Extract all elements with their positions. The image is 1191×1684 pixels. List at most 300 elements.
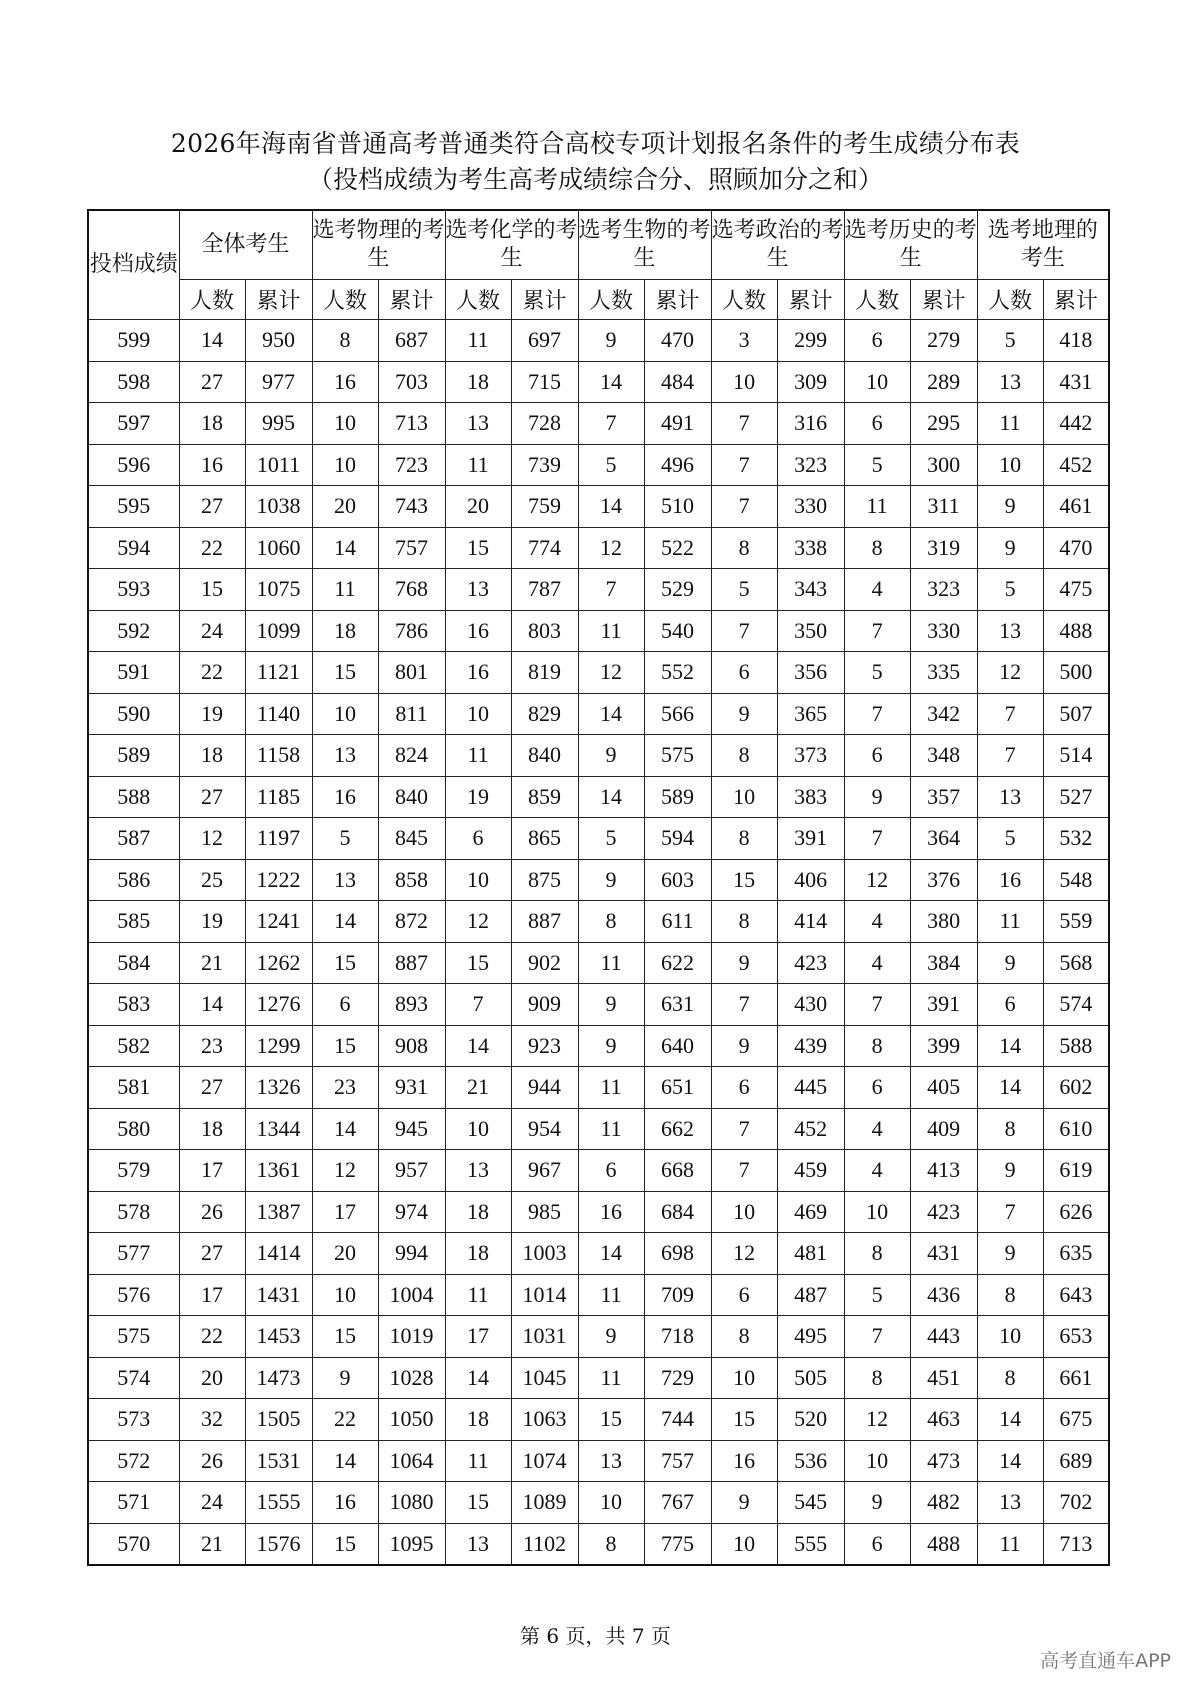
cumulative-cell: 1222 (245, 859, 312, 901)
cumulative-cell: 1276 (245, 984, 312, 1026)
count-header: 人数 (312, 280, 378, 320)
table-row (88, 610, 1109, 652)
count-cell: 16 (312, 361, 378, 403)
table-row (88, 403, 1109, 445)
cumulative-cell: 1074 (511, 1440, 578, 1482)
cumulative-cell: 768 (378, 569, 445, 611)
count-header: 人数 (578, 280, 644, 320)
cumulative-header: 累计 (1043, 280, 1109, 320)
count-cell: 7 (977, 735, 1043, 777)
count-cell: 8 (578, 1523, 644, 1565)
count-cell: 8 (844, 527, 910, 569)
table-row (88, 361, 1109, 403)
score-cell: 594 (88, 527, 179, 569)
count-cell: 12 (711, 1233, 777, 1275)
cumulative-cell: 950 (245, 320, 312, 362)
count-cell: 15 (445, 527, 511, 569)
count-cell: 22 (179, 527, 245, 569)
cumulative-cell: 1075 (245, 569, 312, 611)
count-cell: 5 (844, 444, 910, 486)
count-cell: 9 (711, 693, 777, 735)
table-row (88, 1233, 1109, 1275)
cumulative-cell: 729 (644, 1357, 711, 1399)
count-cell: 22 (179, 1316, 245, 1358)
cumulative-cell: 1060 (245, 527, 312, 569)
cumulative-cell: 687 (378, 320, 445, 362)
cumulative-cell: 1099 (245, 610, 312, 652)
count-cell: 14 (977, 1440, 1043, 1482)
cumulative-cell: 819 (511, 652, 578, 694)
count-cell: 5 (977, 320, 1043, 362)
count-cell: 5 (844, 652, 910, 694)
cumulative-cell: 439 (777, 1025, 844, 1067)
count-cell: 6 (844, 320, 910, 362)
table-row (88, 569, 1109, 611)
count-cell: 14 (977, 1025, 1043, 1067)
count-cell: 20 (312, 1233, 378, 1275)
cumulative-cell: 787 (511, 569, 578, 611)
cumulative-cell: 514 (1043, 735, 1109, 777)
cumulative-cell: 461 (1043, 486, 1109, 528)
cumulative-cell: 373 (777, 735, 844, 777)
count-cell: 12 (578, 527, 644, 569)
group-header-all: 全体考生 (179, 210, 312, 280)
count-cell: 11 (578, 1357, 644, 1399)
count-cell: 9 (977, 1233, 1043, 1275)
cumulative-cell: 442 (1043, 403, 1109, 445)
cumulative-cell: 330 (777, 486, 844, 528)
count-cell: 18 (179, 1108, 245, 1150)
table-row (88, 1482, 1109, 1524)
table-row (88, 320, 1109, 362)
score-cell: 576 (88, 1274, 179, 1316)
cumulative-cell: 414 (777, 901, 844, 943)
count-cell: 3 (711, 320, 777, 362)
cumulative-cell: 1344 (245, 1108, 312, 1150)
cumulative-cell: 463 (910, 1399, 977, 1441)
count-cell: 13 (445, 1523, 511, 1565)
count-cell: 20 (312, 486, 378, 528)
count-cell: 10 (844, 1191, 910, 1233)
count-cell: 10 (711, 1523, 777, 1565)
page-number: 第 6 页，共 7 页 (520, 1624, 671, 1648)
cumulative-cell: 767 (644, 1482, 711, 1524)
cumulative-cell: 316 (777, 403, 844, 445)
cumulative-cell: 1003 (511, 1233, 578, 1275)
count-cell: 21 (445, 1067, 511, 1109)
score-distribution-table (87, 209, 1110, 1566)
count-cell: 12 (977, 652, 1043, 694)
cumulative-cell: 1063 (511, 1399, 578, 1441)
count-header: 人数 (977, 280, 1043, 320)
cumulative-cell: 698 (644, 1233, 711, 1275)
count-cell: 18 (445, 1399, 511, 1441)
cumulative-cell: 786 (378, 610, 445, 652)
cumulative-cell: 643 (1043, 1274, 1109, 1316)
count-cell: 14 (578, 693, 644, 735)
count-cell: 13 (312, 735, 378, 777)
cumulative-cell: 1326 (245, 1067, 312, 1109)
cumulative-cell: 451 (910, 1357, 977, 1399)
cumulative-cell: 423 (777, 942, 844, 984)
count-cell: 7 (844, 610, 910, 652)
cumulative-cell: 635 (1043, 1233, 1109, 1275)
count-cell: 13 (977, 361, 1043, 403)
cumulative-cell: 661 (1043, 1357, 1109, 1399)
count-cell: 4 (844, 1150, 910, 1192)
cumulative-cell: 757 (378, 527, 445, 569)
table-row (88, 901, 1109, 943)
count-cell: 11 (977, 901, 1043, 943)
count-cell: 12 (578, 652, 644, 694)
cumulative-cell: 1045 (511, 1357, 578, 1399)
score-cell: 573 (88, 1399, 179, 1441)
cumulative-cell: 759 (511, 486, 578, 528)
score-cell: 578 (88, 1191, 179, 1233)
count-cell: 8 (977, 1274, 1043, 1316)
count-cell: 9 (977, 942, 1043, 984)
cumulative-cell: 391 (910, 984, 977, 1026)
count-cell: 7 (844, 1316, 910, 1358)
count-cell: 14 (578, 776, 644, 818)
count-cell: 14 (312, 527, 378, 569)
count-cell: 12 (844, 859, 910, 901)
cumulative-cell: 887 (378, 942, 445, 984)
count-cell: 10 (711, 776, 777, 818)
count-cell: 11 (445, 1440, 511, 1482)
cumulative-cell: 330 (910, 610, 977, 652)
cumulative-cell: 1095 (378, 1523, 445, 1565)
count-cell: 13 (977, 1482, 1043, 1524)
count-cell: 16 (312, 1482, 378, 1524)
cumulative-cell: 309 (777, 361, 844, 403)
cumulative-cell: 1505 (245, 1399, 312, 1441)
cumulative-cell: 380 (910, 901, 977, 943)
cumulative-cell: 1011 (245, 444, 312, 486)
cumulative-cell: 507 (1043, 693, 1109, 735)
count-cell: 6 (977, 984, 1043, 1026)
count-cell: 15 (179, 569, 245, 611)
cumulative-cell: 384 (910, 942, 977, 984)
cumulative-cell: 342 (910, 693, 977, 735)
count-cell: 5 (711, 569, 777, 611)
count-cell: 6 (844, 1067, 910, 1109)
count-cell: 8 (711, 735, 777, 777)
count-cell: 10 (711, 1191, 777, 1233)
count-cell: 17 (445, 1316, 511, 1358)
cumulative-cell: 662 (644, 1108, 711, 1150)
count-cell: 20 (445, 486, 511, 528)
count-cell: 7 (711, 486, 777, 528)
cumulative-cell: 505 (777, 1357, 844, 1399)
score-cell: 577 (88, 1233, 179, 1275)
cumulative-cell: 391 (777, 818, 844, 860)
count-cell: 18 (179, 735, 245, 777)
count-cell: 25 (179, 859, 245, 901)
cumulative-cell: 409 (910, 1108, 977, 1150)
count-cell: 8 (977, 1108, 1043, 1150)
table-row (88, 1191, 1109, 1233)
cumulative-cell: 532 (1043, 818, 1109, 860)
count-cell: 18 (445, 1233, 511, 1275)
score-cell: 589 (88, 735, 179, 777)
cumulative-cell: 484 (644, 361, 711, 403)
cumulative-cell: 1431 (245, 1274, 312, 1316)
cumulative-cell: 473 (910, 1440, 977, 1482)
table-row (88, 984, 1109, 1026)
score-cell: 571 (88, 1482, 179, 1524)
cumulative-cell: 1531 (245, 1440, 312, 1482)
table-row (88, 693, 1109, 735)
cumulative-cell: 651 (644, 1067, 711, 1109)
cumulative-cell: 470 (644, 320, 711, 362)
score-cell: 581 (88, 1067, 179, 1109)
count-cell: 15 (578, 1399, 644, 1441)
cumulative-cell: 323 (910, 569, 977, 611)
table-body (88, 320, 1109, 1566)
score-cell: 583 (88, 984, 179, 1026)
count-cell: 23 (179, 1025, 245, 1067)
cumulative-cell: 1080 (378, 1482, 445, 1524)
count-cell: 9 (578, 984, 644, 1026)
count-cell: 8 (312, 320, 378, 362)
count-cell: 11 (578, 1067, 644, 1109)
cumulative-cell: 452 (1043, 444, 1109, 486)
count-cell: 11 (445, 735, 511, 777)
cumulative-cell: 399 (910, 1025, 977, 1067)
cumulative-cell: 343 (777, 569, 844, 611)
count-cell: 4 (844, 942, 910, 984)
count-cell: 13 (312, 859, 378, 901)
cumulative-cell: 500 (1043, 652, 1109, 694)
count-cell: 11 (578, 1274, 644, 1316)
cumulative-cell: 520 (777, 1399, 844, 1441)
cumulative-cell: 1121 (245, 652, 312, 694)
cumulative-cell: 702 (1043, 1482, 1109, 1524)
cumulative-cell: 1197 (245, 818, 312, 860)
cumulative-cell: 931 (378, 1067, 445, 1109)
count-cell: 14 (179, 320, 245, 362)
count-cell: 11 (578, 610, 644, 652)
table-row (88, 735, 1109, 777)
cumulative-cell: 527 (1043, 776, 1109, 818)
cumulative-cell: 445 (777, 1067, 844, 1109)
cumulative-cell: 552 (644, 652, 711, 694)
score-cell: 591 (88, 652, 179, 694)
cumulative-cell: 1262 (245, 942, 312, 984)
count-cell: 11 (977, 403, 1043, 445)
score-cell: 590 (88, 693, 179, 735)
cumulative-cell: 348 (910, 735, 977, 777)
cumulative-cell: 668 (644, 1150, 711, 1192)
cumulative-cell: 357 (910, 776, 977, 818)
cumulative-cell: 350 (777, 610, 844, 652)
count-cell: 15 (312, 1025, 378, 1067)
count-cell: 9 (578, 1025, 644, 1067)
count-cell: 11 (445, 444, 511, 486)
cumulative-cell: 611 (644, 901, 711, 943)
count-cell: 7 (445, 984, 511, 1026)
count-cell: 17 (312, 1191, 378, 1233)
count-cell: 11 (578, 942, 644, 984)
count-cell: 13 (445, 403, 511, 445)
count-cell: 14 (312, 1440, 378, 1482)
cumulative-cell: 356 (777, 652, 844, 694)
count-cell: 8 (711, 1316, 777, 1358)
table-row (88, 1067, 1109, 1109)
count-cell: 8 (844, 1357, 910, 1399)
score-cell: 582 (88, 1025, 179, 1067)
cumulative-cell: 803 (511, 610, 578, 652)
count-cell: 10 (312, 403, 378, 445)
cumulative-cell: 469 (777, 1191, 844, 1233)
count-header: 人数 (711, 280, 777, 320)
cumulative-cell: 619 (1043, 1150, 1109, 1192)
count-cell: 14 (578, 486, 644, 528)
count-cell: 5 (312, 818, 378, 860)
count-cell: 12 (844, 1399, 910, 1441)
count-cell: 11 (977, 1523, 1043, 1565)
cumulative-cell: 610 (1043, 1108, 1109, 1150)
group-header-biology: 选考生物的考生 (578, 210, 711, 280)
count-cell: 7 (711, 1108, 777, 1150)
table-row (88, 1108, 1109, 1150)
cumulative-cell: 944 (511, 1067, 578, 1109)
count-cell: 9 (977, 527, 1043, 569)
cumulative-cell: 423 (910, 1191, 977, 1233)
count-cell: 27 (179, 1233, 245, 1275)
count-cell: 9 (844, 1482, 910, 1524)
cumulative-cell: 405 (910, 1067, 977, 1109)
count-cell: 5 (578, 444, 644, 486)
count-cell: 27 (179, 1067, 245, 1109)
cumulative-cell: 431 (910, 1233, 977, 1275)
cumulative-cell: 1038 (245, 486, 312, 528)
cumulative-cell: 545 (777, 1482, 844, 1524)
count-cell: 11 (445, 1274, 511, 1316)
cumulative-cell: 689 (1043, 1440, 1109, 1482)
count-cell: 8 (844, 1025, 910, 1067)
cumulative-cell: 1361 (245, 1150, 312, 1192)
cumulative-cell: 1473 (245, 1357, 312, 1399)
cumulative-header: 累计 (777, 280, 844, 320)
table-row (88, 818, 1109, 860)
cumulative-cell: 977 (245, 361, 312, 403)
score-cell: 588 (88, 776, 179, 818)
table-row (88, 1316, 1109, 1358)
cumulative-cell: 376 (910, 859, 977, 901)
count-cell: 5 (578, 818, 644, 860)
count-header: 人数 (445, 280, 511, 320)
cumulative-cell: 540 (644, 610, 711, 652)
count-cell: 10 (977, 444, 1043, 486)
count-cell: 9 (711, 1482, 777, 1524)
count-cell: 9 (977, 486, 1043, 528)
count-cell: 4 (844, 1108, 910, 1150)
cumulative-cell: 967 (511, 1150, 578, 1192)
cumulative-cell: 536 (777, 1440, 844, 1482)
count-cell: 9 (711, 942, 777, 984)
cumulative-cell: 908 (378, 1025, 445, 1067)
cumulative-cell: 406 (777, 859, 844, 901)
cumulative-header: 累计 (644, 280, 711, 320)
count-cell: 11 (844, 486, 910, 528)
count-cell: 9 (977, 1150, 1043, 1192)
count-cell: 7 (578, 569, 644, 611)
score-cell: 587 (88, 818, 179, 860)
cumulative-cell: 1064 (378, 1440, 445, 1482)
cumulative-cell: 470 (1043, 527, 1109, 569)
cumulative-cell: 715 (511, 361, 578, 403)
count-cell: 9 (844, 776, 910, 818)
count-cell: 7 (711, 444, 777, 486)
count-cell: 10 (445, 1108, 511, 1150)
count-cell: 13 (977, 610, 1043, 652)
table-row (88, 444, 1109, 486)
cumulative-cell: 1004 (378, 1274, 445, 1316)
cumulative-cell: 840 (511, 735, 578, 777)
count-cell: 26 (179, 1440, 245, 1482)
count-cell: 14 (977, 1067, 1043, 1109)
cumulative-cell: 954 (511, 1108, 578, 1150)
count-cell: 7 (711, 984, 777, 1026)
cumulative-cell: 481 (777, 1233, 844, 1275)
cumulative-cell: 323 (777, 444, 844, 486)
cumulative-cell: 723 (378, 444, 445, 486)
cumulative-cell: 995 (245, 403, 312, 445)
count-cell: 6 (711, 1067, 777, 1109)
count-cell: 16 (578, 1191, 644, 1233)
cumulative-cell: 383 (777, 776, 844, 818)
count-cell: 8 (578, 901, 644, 943)
count-cell: 9 (312, 1357, 378, 1399)
count-cell: 7 (844, 818, 910, 860)
count-cell: 16 (977, 859, 1043, 901)
cumulative-cell: 1028 (378, 1357, 445, 1399)
cumulative-cell: 893 (378, 984, 445, 1026)
count-cell: 14 (312, 1108, 378, 1150)
count-cell: 19 (179, 693, 245, 735)
cumulative-cell: 431 (1043, 361, 1109, 403)
count-cell: 20 (179, 1357, 245, 1399)
cumulative-cell: 872 (378, 901, 445, 943)
cumulative-cell: 365 (777, 693, 844, 735)
cumulative-cell: 774 (511, 527, 578, 569)
count-cell: 8 (977, 1357, 1043, 1399)
count-cell: 9 (578, 859, 644, 901)
count-cell: 8 (711, 527, 777, 569)
cumulative-cell: 487 (777, 1274, 844, 1316)
table-row (88, 1357, 1109, 1399)
cumulative-cell: 858 (378, 859, 445, 901)
count-cell: 8 (711, 818, 777, 860)
group-header-physics: 选考物理的考生 (312, 210, 445, 280)
count-cell: 15 (312, 652, 378, 694)
cumulative-header: 累计 (378, 280, 445, 320)
cumulative-cell: 491 (644, 403, 711, 445)
cumulative-cell: 495 (777, 1316, 844, 1358)
cumulative-cell: 574 (1043, 984, 1109, 1026)
cumulative-cell: 985 (511, 1191, 578, 1233)
cumulative-cell: 626 (1043, 1191, 1109, 1233)
count-cell: 7 (711, 1150, 777, 1192)
cumulative-cell: 1014 (511, 1274, 578, 1316)
count-cell: 15 (312, 942, 378, 984)
score-cell: 599 (88, 320, 179, 362)
count-cell: 7 (977, 693, 1043, 735)
cumulative-cell: 568 (1043, 942, 1109, 984)
cumulative-cell: 522 (644, 527, 711, 569)
